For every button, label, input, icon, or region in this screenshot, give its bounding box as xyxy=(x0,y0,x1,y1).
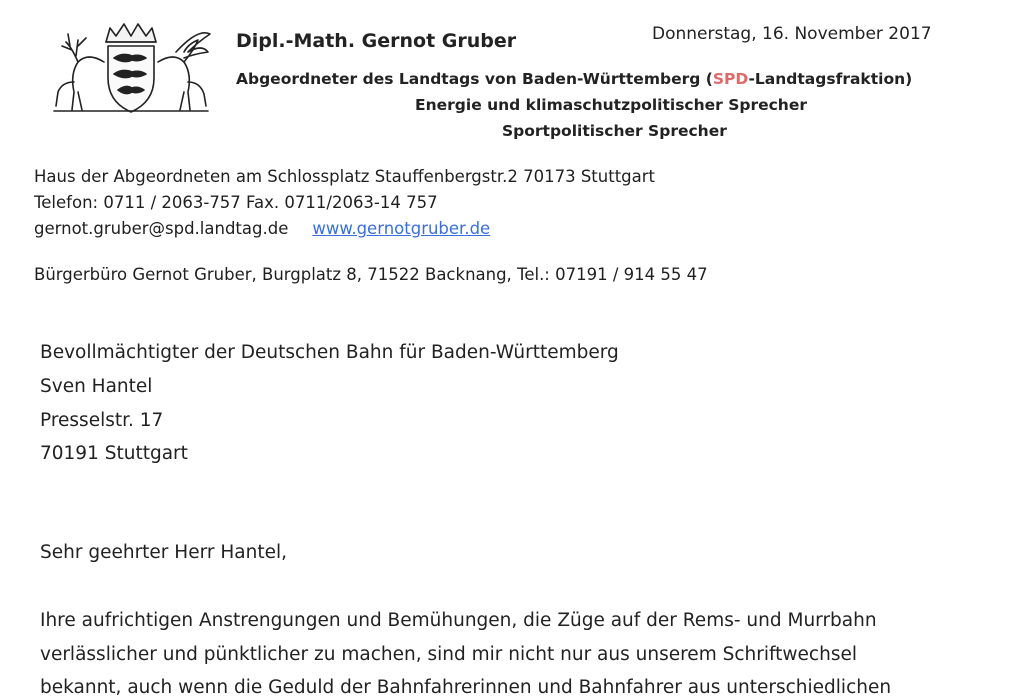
recipient-line-2: Sven Hantel xyxy=(40,376,153,397)
body-line-2: verlässlicher und pünktlicher zu machen, sind mir nicht nur aus unserem Schriftwechsel xyxy=(40,644,857,665)
website-link[interactable]: www.gernotgruber.de xyxy=(312,219,491,238)
contact-email[interactable]: gernot.gruber@spd.landtag.de xyxy=(34,219,289,238)
salutation: Sehr geehrter Herr Hantel, xyxy=(40,542,287,563)
party-name: SPD xyxy=(712,70,749,88)
contact-office: Bürgerbüro Gernot Gruber, Burgplatz 8, 71522 Backnang, Tel.: 07191 / 914 55 47 xyxy=(34,265,708,284)
role-line-1 xyxy=(236,70,912,88)
body-line-1: Ihre aufrichtigen Anstrengungen und Bemühungen, die Züge auf der Rems- und Murrbahn xyxy=(40,610,877,631)
contact-address: Haus der Abgeordneten am Schlossplatz Stauffenbergstr.2 70173 Stuttgart xyxy=(34,167,656,186)
contact-email-web xyxy=(34,219,490,238)
recipient-line-1: Bevollmächtigter der Deutschen Bahn für Baden-Württemberg xyxy=(40,342,619,363)
recipient-line-3: Presselstr. 17 xyxy=(40,410,164,431)
role-suffix: -Landtagsfraktion) xyxy=(748,70,913,88)
coat-of-arms-logo xyxy=(48,22,214,114)
letter-date: Donnerstag, 16. November 2017 xyxy=(652,24,932,44)
author-name: Dipl.-Math. Gernot Gruber xyxy=(236,30,517,52)
role-line-2: Energie und klimaschutzpolitischer Sprecher xyxy=(415,96,808,114)
recipient-line-4: 70191 Stuttgart xyxy=(40,443,188,464)
contact-phone: Telefon: 0711 / 2063-757 Fax. 0711/2063-14 757 xyxy=(34,193,438,212)
body-line-3: bekannt, auch wenn die Geduld der Bahnfahrerinnen und Bahnfahrer aus unterschiedlichen xyxy=(40,677,892,698)
role-prefix: Abgeordneter des Landtags von Baden-Württemberg ( xyxy=(236,70,713,88)
role-line-3: Sportpolitischer Sprecher xyxy=(502,122,727,140)
